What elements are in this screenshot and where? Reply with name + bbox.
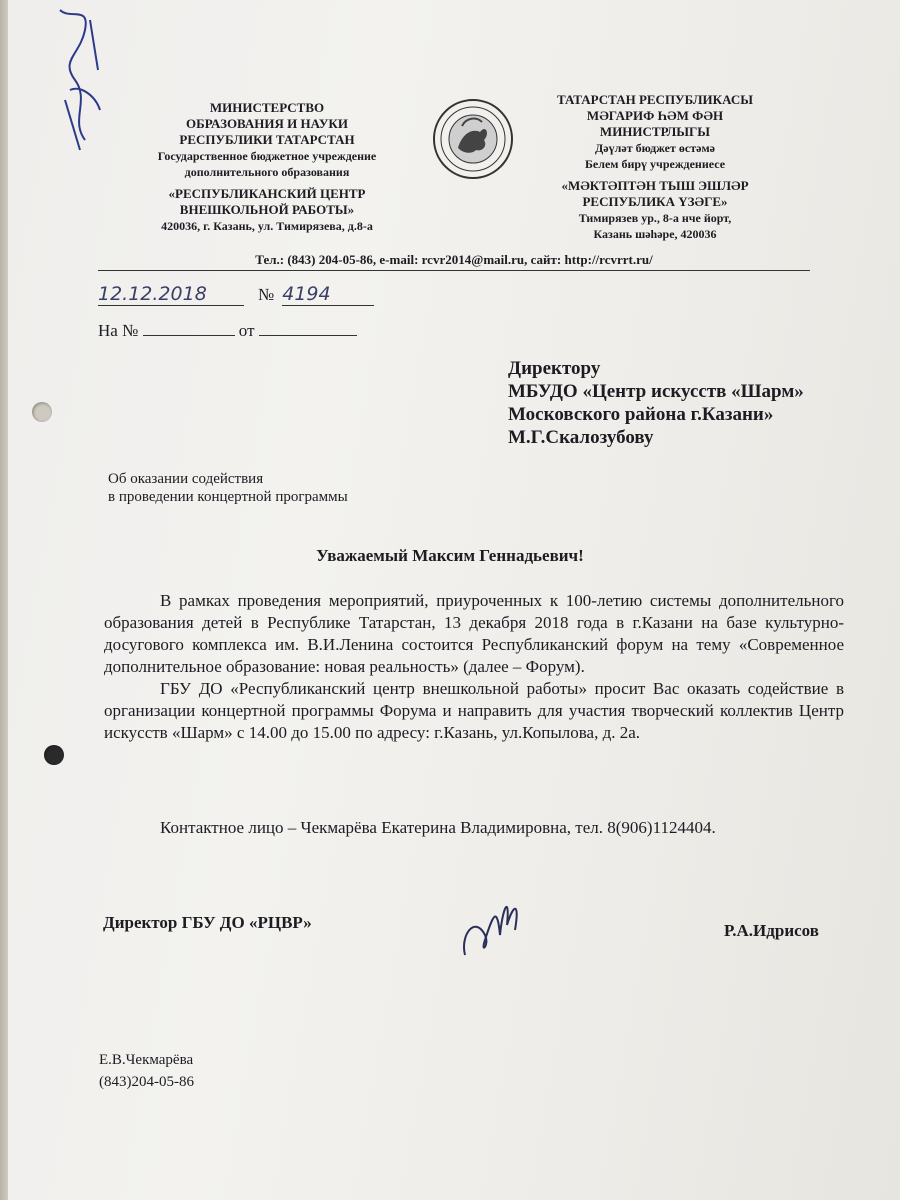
na-blank xyxy=(143,321,235,336)
body-paragraph-2: ГБУ ДО «Республиканский центр внешкольной работы» просит Вас оказать содействие в организации концертной программы Форума и направить для участия творческий коллектив Центр искусств «Шарм» с 14.00 до 15.00 по адресу: г.Казань, ул.Копылова, д. 2а. xyxy=(104,679,844,742)
letter-body xyxy=(104,590,844,744)
ministry-line-1: МИНИСТЕРСТВО xyxy=(209,100,325,115)
address-left: 420036, г. Казань, ул. Тимирязева, д.8-а xyxy=(161,219,373,233)
number-label: № xyxy=(258,285,275,304)
subject-block xyxy=(108,470,348,506)
greeting: Уважаемый Максим Геннадьевич! xyxy=(316,546,584,565)
executor-block xyxy=(99,1049,194,1093)
executor-name: Е.В.Чекмарёва xyxy=(99,1052,194,1068)
addressee-line-3: Московского района г.Казани» xyxy=(508,404,774,425)
ministry-tat-line-2: МӘГАРИФ ҺӘМ ФӘН xyxy=(586,108,724,123)
institution-tat-line-1: Дәүләт бюджет өстәмә xyxy=(595,141,715,155)
contact-person: Контактное лицо – Чекмарёва Екатерина Владимировна, тел. 8(906)1124404. xyxy=(160,818,716,837)
ministry-tat-line-3: МИНИСТРЛЫГЫ xyxy=(599,124,711,139)
ministry-line-3: РЕСПУБЛИКИ ТАТАРСТАН xyxy=(179,132,355,147)
addressee-line-4: М.Г.Скалозубову xyxy=(508,427,654,448)
center-name-line-1: «РЕСПУБЛИКАНСКИЙ ЦЕНТР xyxy=(168,186,366,201)
institution-line-2: дополнительного образования xyxy=(184,165,350,179)
body-paragraph-1: В рамках проведения мероприятий, приуроченных к 100-летию системы дополнительного образования детей в Республике Татарстан, 13 декабря 2018 года в г.Казани на базе культурно-досугового комплекса им. В.И.Ленина состоится Республиканский форум на тему «Современное дополнительное образование: новая реальность» (далее – Форум). xyxy=(104,591,844,676)
subject-line-1: Об оказании содействия xyxy=(108,471,264,487)
punch-hole-top xyxy=(32,402,52,422)
center-tat-line-1: «МӘКТӘПТӘН ТЫШ ЭШЛӘР xyxy=(561,178,749,193)
tatarstan-emblem-icon xyxy=(432,98,514,180)
institution-tat-line-2: Белем бирү учреждениесе xyxy=(584,157,726,171)
letterhead-left xyxy=(112,100,422,234)
institution-line-1: Государственное бюджетное учреждение xyxy=(157,149,377,163)
executor-phone: (843)204-05-86 xyxy=(99,1074,194,1090)
addressee-line-1: Директору xyxy=(508,358,601,379)
reply-to-registration xyxy=(98,321,357,341)
letterhead-right xyxy=(530,92,780,242)
na-label: На № xyxy=(98,321,139,340)
address-tat-line-2: Казань шәһәре, 420036 xyxy=(593,227,717,241)
addressee-line-2: МБУДО «Центр искусств «Шарм» xyxy=(508,381,804,402)
ministry-tat-line-1: ТАТАРСТАН РЕСПУБЛИКАСЫ xyxy=(557,92,753,107)
center-name-line-2: ВНЕШКОЛЬНОЙ РАБОТЫ» xyxy=(179,202,355,217)
subject-line-2: в проведении концертной программы xyxy=(108,489,348,505)
ministry-line-2: ОБРАЗОВАНИЯ И НАУКИ xyxy=(186,116,348,131)
handwritten-resolution-icon xyxy=(40,0,110,160)
outgoing-registration xyxy=(98,283,374,306)
ot-label: от xyxy=(238,321,255,340)
signature-icon xyxy=(455,885,525,965)
ot-blank xyxy=(259,321,357,336)
outgoing-date: 12.12.2018 xyxy=(98,283,244,306)
outgoing-number: 4194 xyxy=(282,283,374,306)
signatory-name: Р.А.Идрисов xyxy=(724,921,819,940)
addressee-block xyxy=(508,357,804,449)
center-tat-line-2: РЕСПУБЛИКА ҮЗӘГЕ» xyxy=(582,194,728,209)
address-tat-line-1: Тимирязев ур., 8-а нче йорт, xyxy=(578,211,732,225)
contacts-line: Тел.: (843) 204-05-86, e-mail: rcvr2014@mail.ru, сайт: http://rcvrrt.ru/ xyxy=(98,252,810,271)
signatory-position: Директор ГБУ ДО «РЦВР» xyxy=(103,913,312,932)
punch-hole-bottom xyxy=(44,745,64,765)
